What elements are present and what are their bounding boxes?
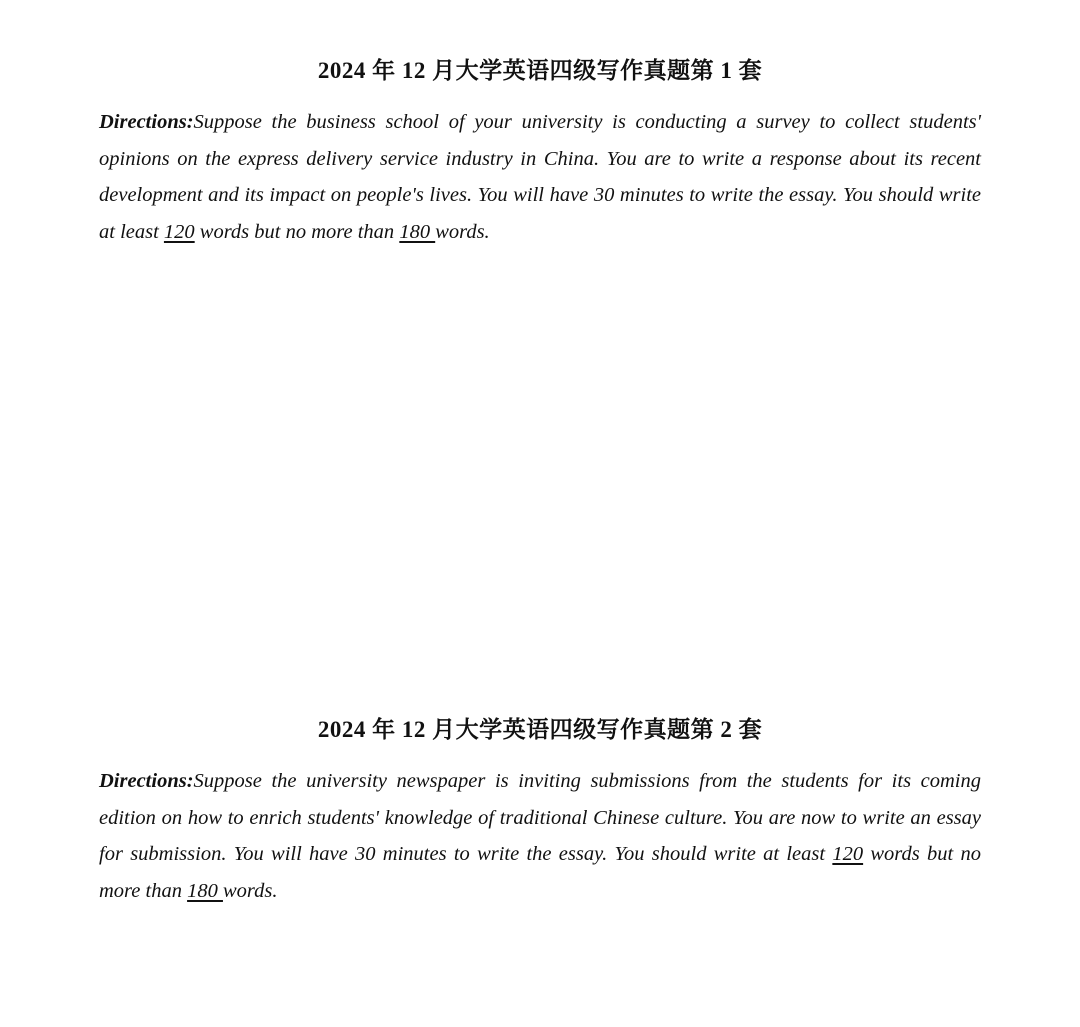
directions-label: Directions: bbox=[99, 111, 194, 133]
writing-task-2 bbox=[99, 715, 981, 909]
directions-text-middle: words but no more than bbox=[99, 843, 981, 902]
min-word-count: 120 bbox=[832, 843, 864, 865]
directions-label: Directions: bbox=[99, 770, 194, 792]
directions-text-end: words. bbox=[435, 220, 490, 243]
directions-text-middle: words but no more than bbox=[194, 220, 400, 243]
min-word-count: 120 bbox=[163, 220, 195, 243]
directions-paragraph bbox=[99, 104, 981, 250]
max-word-count: 180 bbox=[399, 220, 436, 243]
task-title: 2024 年 12 月大学英语四级写作真题第 2 套 bbox=[317, 717, 763, 742]
directions-text: Suppose the university newspaper is inviting submissions from the students for its coming edition on how to enrich students' knowledge of traditional Chinese culture. You are now to write an essay for submission. You will have 30 minutes to write the essay. You should write at least bbox=[99, 770, 981, 865]
directions-paragraph bbox=[99, 763, 981, 909]
directions-text-end: words. bbox=[222, 879, 278, 902]
writing-task-1 bbox=[99, 56, 981, 250]
max-word-count: 180 bbox=[187, 879, 223, 902]
task-title: 2024 年 12 月大学英语四级写作真题第 1 套 bbox=[317, 58, 763, 83]
directions-text: Suppose the business school of your university is conducting a survey to collect students' opinions on the express delivery service industry in China. You are to write a response about its recent development and its impact on people's lives. You will have 30 minutes to write the essay. You should write at least bbox=[99, 111, 981, 243]
